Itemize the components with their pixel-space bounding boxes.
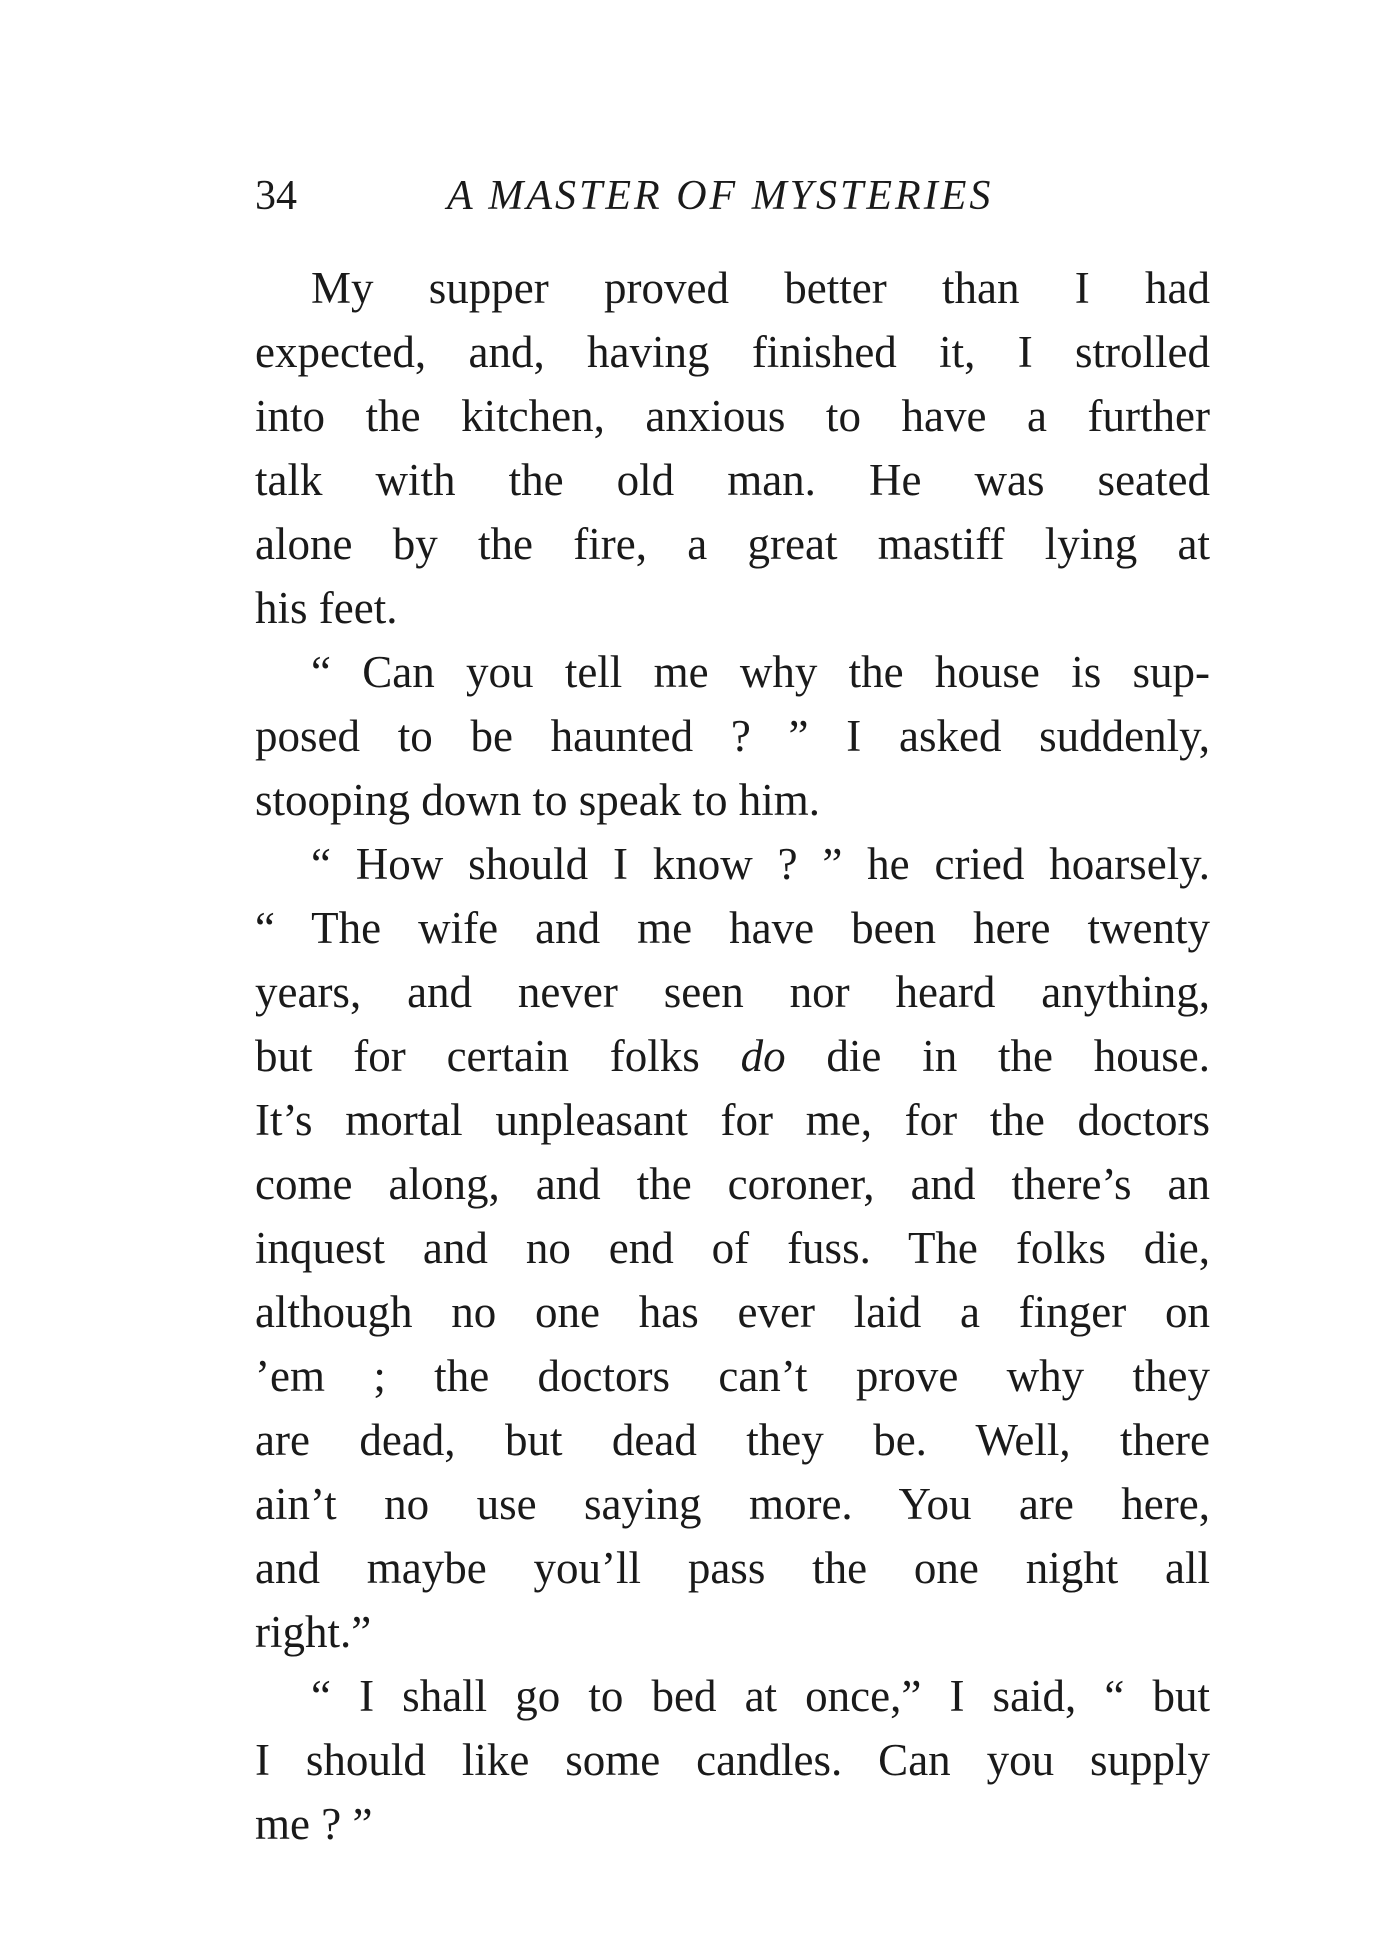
- text-line: ain’t no use saying more. You are here,: [255, 1479, 1210, 1529]
- text-line: right.”: [255, 1607, 372, 1657]
- text-line: although no one has ever laid a finger on: [255, 1287, 1210, 1337]
- text-line: posed to be haunted ? ” I asked suddenly,: [255, 711, 1210, 761]
- text-line-with-emphasis: [255, 1024, 1210, 1088]
- text-line: alone by the fire, a great mastiff lying at: [255, 519, 1210, 569]
- text-line: “ I shall go to bed at once,” I said, “ but: [311, 1671, 1210, 1721]
- text-segment: die in the house.: [826, 1031, 1211, 1081]
- text-line: “ Can you tell me why the house is sup-: [311, 647, 1210, 697]
- text-line: years, and never seen nor heard anything,: [255, 967, 1210, 1017]
- text-line: into the kitchen, anxious to have a further: [255, 391, 1210, 441]
- text-line: me ? ”: [255, 1799, 373, 1849]
- text-segment: but for certain folks: [255, 1031, 700, 1081]
- page-number: 34: [255, 173, 297, 219]
- text-line: It’s mortal unpleasant for me, for the doctors: [255, 1095, 1210, 1145]
- text-line: inquest and no end of fuss. The folks die,: [255, 1223, 1210, 1273]
- text-line: ’em ; the doctors can’t prove why they: [255, 1351, 1210, 1401]
- text-line: stooping down to speak to him.: [255, 775, 820, 825]
- text-line: I should like some candles. Can you supply: [255, 1735, 1210, 1785]
- running-title: A MASTER OF MYSTERIES: [447, 173, 994, 219]
- running-head: [255, 168, 1045, 224]
- text-line: expected, and, having finished it, I strolled: [255, 327, 1210, 377]
- text-line: come along, and the coroner, and there’s an: [255, 1159, 1210, 1209]
- body-text: [255, 256, 1210, 1856]
- text-line: “ How should I know ? ” he cried hoarsely.: [311, 839, 1210, 889]
- text-line: My supper proved better than I had: [311, 263, 1210, 313]
- text-line: his feet.: [255, 583, 398, 633]
- text-line: and maybe you’ll pass the one night all: [255, 1543, 1210, 1593]
- text-line: talk with the old man. He was seated: [255, 455, 1210, 505]
- emphasized-word: do: [740, 1031, 786, 1081]
- text-line: are dead, but dead they be. Well, there: [255, 1415, 1210, 1465]
- text-line: “ The wife and me have been here twenty: [255, 903, 1210, 953]
